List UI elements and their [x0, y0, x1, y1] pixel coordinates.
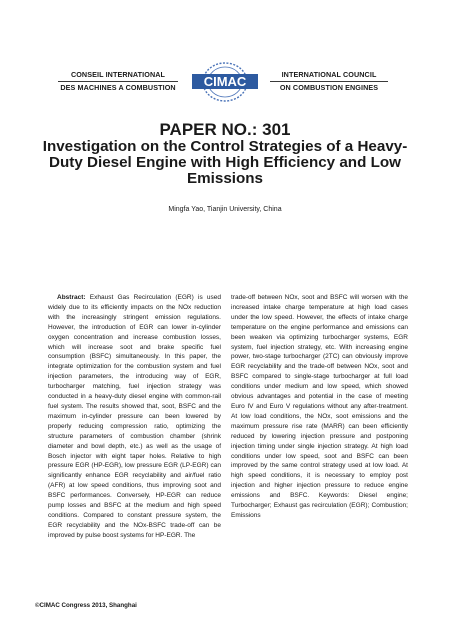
abstract-lead: Abstract: [57, 294, 86, 301]
cimac-logo-icon [190, 60, 260, 104]
abstract-right-column [231, 293, 408, 521]
footer-copyright: ©CIMAC Congress 2013, Shanghai [35, 602, 137, 609]
paper-author: Mingfa Yao, Tianjin University, China [168, 206, 282, 213]
right-organization [270, 70, 388, 93]
left-org-line2: DES MACHINES A COMBUSTION [60, 83, 176, 92]
paper-title: Investigation on the Control Strategies of a Heavy-Duty Diesel Engine with High Efficiency and Low Emissions [42, 138, 408, 187]
left-organization [58, 70, 178, 93]
right-org-line2: ON COMBUSTION ENGINES [279, 83, 379, 92]
abstract-left-column [48, 293, 221, 541]
paper-number: PAPER NO.: 301 [159, 120, 291, 139]
logo-text: CIMAC [203, 74, 247, 89]
abstract-left-text: Exhaust Gas Recirculation (EGR) is used widely due to its efficiently impacts on the NOx reduction with the increasingly stringent emission regulations. However, the introduction of EGR can lower in-cylinder oxygen concentration and increase combustion losses, which will increase soot and brake specific fuel consumption (BSFC) simultaneously. In this paper, the integrate optimization for the combustion system and fuel injection parameters, the introducing way of EGR, turbocharger matching, fuel injection strategy was conducted in a heavy-duty diesel engine with common-rail fuel system. The results showed that, soot, BSFC and the maximum in-cylinder pressure can been lowered by properly reducing compression ratio, optimizing the structure parameters of combustion chamber (shrink diameter and bowl depth, etc.) as well as the usage of Bosch injector with eight taper holes. Relative to high pressure EGR (HP-EGR), low pressure EGR (LP-EGR) can significantly enhance EGR recyclability and air/fuel ratio (AFR) at low speed conditions, thus improving soot and BSFC performances. Conversely, HP-EGR can reduce pump losses and BSFC at the medium and high speed conditions. Compared to constant pressure system, the EGR recyclability and the NOx-BSFC trade-off can be improved by pulse boost systems for HP-EGR. The [48, 294, 221, 539]
cimac-logo [190, 60, 260, 104]
right-org-line1: INTERNATIONAL COUNCIL [281, 70, 377, 79]
left-org-divider [58, 81, 178, 82]
left-org-line1: CONSEIL INTERNATIONAL [70, 70, 166, 79]
abstract-right-text: trade-off between NOx, soot and BSFC will worsen with the increased intake charge temperature at high load cases under the low speed. However, the effects of intake charge temperature on the engine performance and emissions can been weaken via optimizing turbocharger systems, EGR system, fuel injection strategy, etc. With increasing engine power, two-stage turbocharger (2TC) can obviously improve EGR recyclability and the trade-off between NOx, soot and BSFC compared to single-stage turbocharger at full load conditions under medium and low speed, which showed obvious advantages and potential in the case of meeting Euro IV and Euro V regulations without any after-treatment. At low load conditions, the NOx, soot emissions and the maximum pressure rise rate (MARR) can been efficiently reduced by lowering injection pressure and postponing injection timing under single injection strategy. At high load conditions under low speed, soot and BSFC can been improved by the same control strategy used at low load. At high speed conditions, it is necessary to employ post injection and higher injection pressure to reduce engine emissions and BSFC. Keywords: Diesel engine; Turbocharger; Exhaust gas recirculation (EGR); Combustion; Emissions [231, 294, 408, 519]
right-org-divider [270, 81, 388, 82]
